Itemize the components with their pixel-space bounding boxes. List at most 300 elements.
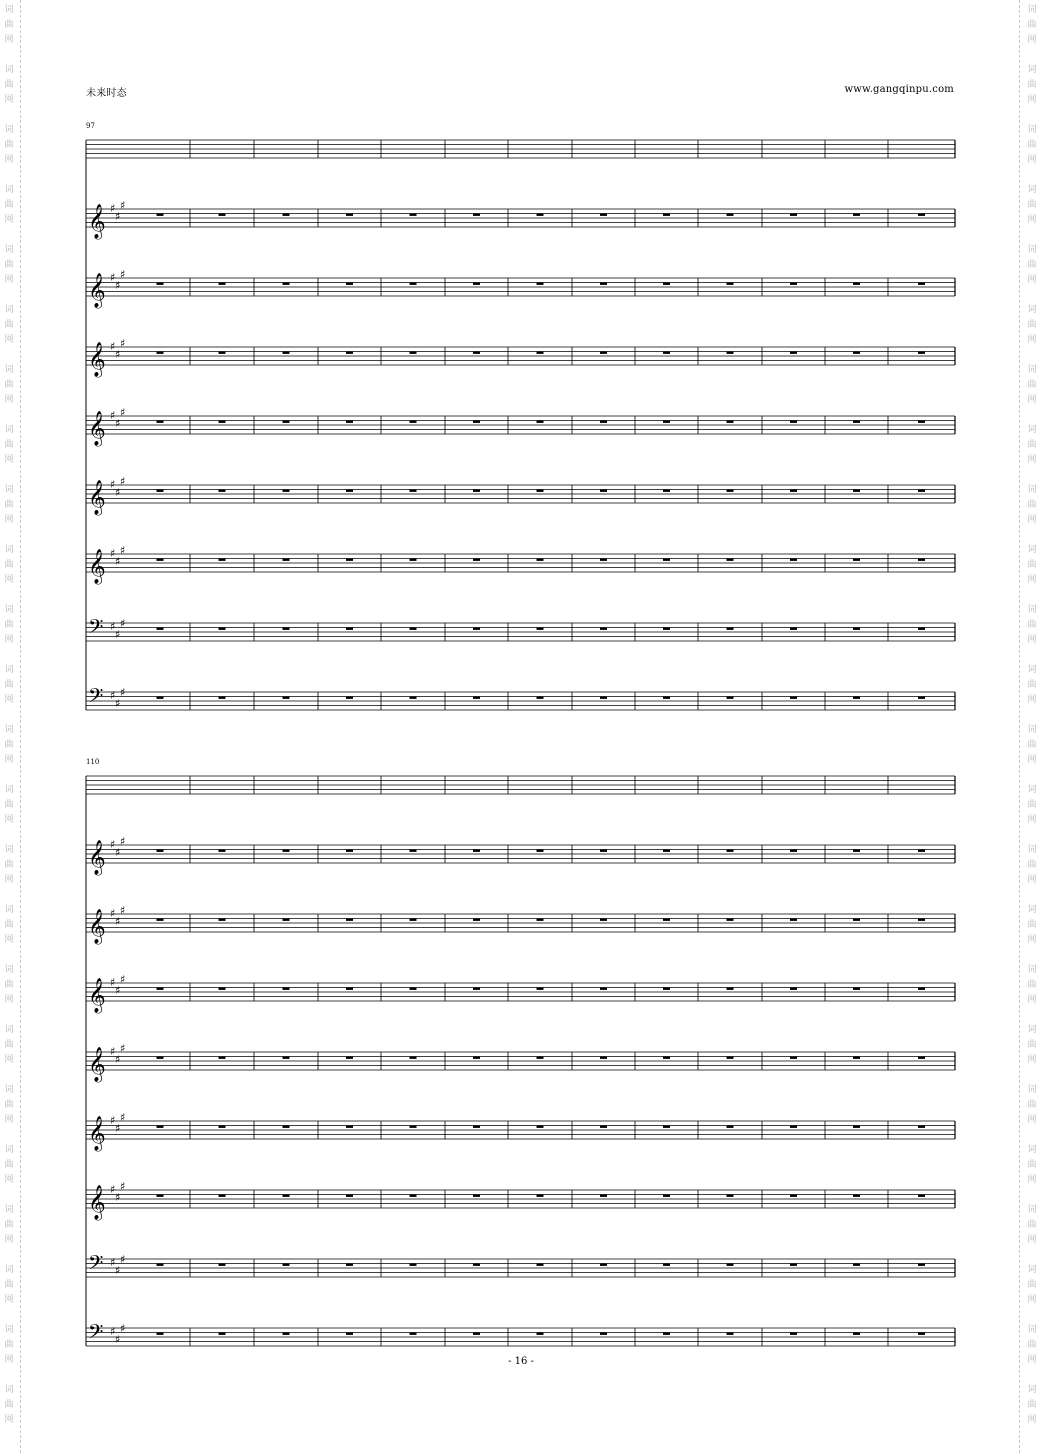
whole-rest: [853, 1126, 860, 1128]
sharp-sign: ♯: [120, 268, 126, 281]
whole-rest: [918, 850, 925, 852]
watermark-char: 网: [1027, 935, 1037, 945]
whole-rest: [410, 283, 417, 285]
whole-rest: [283, 490, 290, 492]
whole-rest: [473, 697, 480, 699]
watermark-char: 网: [4, 455, 14, 465]
whole-rest: [600, 919, 607, 921]
whole-rest: [537, 214, 544, 216]
whole-rest: [727, 421, 734, 423]
whole-rest: [157, 919, 164, 921]
sharp-sign: ♯: [115, 1264, 121, 1277]
watermark-char: 网: [1027, 275, 1037, 285]
watermark-char: 曲: [4, 800, 14, 810]
sharp-sign: ♯: [120, 199, 126, 212]
watermark-char: 曲: [1027, 140, 1037, 150]
whole-rest: [663, 352, 670, 354]
watermark-char: 词: [1027, 125, 1037, 135]
watermark-char: 网: [4, 635, 14, 645]
bass-clef: 𝄢: [88, 684, 104, 712]
whole-rest: [473, 919, 480, 921]
whole-rest: [727, 1264, 734, 1266]
sharp-sign: ♯: [120, 1042, 126, 1055]
whole-rest: [853, 1057, 860, 1059]
whole-rest: [410, 421, 417, 423]
watermark-char: 网: [1027, 695, 1037, 705]
watermark-char: 词: [4, 1145, 14, 1155]
sharp-sign: ♯: [120, 835, 126, 848]
whole-rest: [600, 988, 607, 990]
watermark-char: 网: [4, 95, 14, 105]
whole-rest: [473, 352, 480, 354]
watermark-char: 网: [4, 155, 14, 165]
whole-rest: [790, 559, 797, 561]
treble-clef: 𝄞: [88, 840, 106, 875]
watermark-char: 曲: [1027, 1160, 1037, 1170]
whole-rest: [790, 283, 797, 285]
whole-rest: [410, 1333, 417, 1335]
whole-rest: [663, 697, 670, 699]
watermark-char: 词: [1027, 905, 1037, 915]
treble-clef: 𝄞: [88, 549, 106, 584]
whole-rest: [473, 1333, 480, 1335]
whole-rest: [853, 1333, 860, 1335]
watermark-char: 词: [4, 605, 14, 615]
whole-rest: [410, 1195, 417, 1197]
watermark-char: 曲: [1027, 320, 1037, 330]
whole-rest: [727, 919, 734, 921]
sharp-sign: ♯: [115, 1122, 121, 1135]
whole-rest: [346, 1195, 353, 1197]
watermark-char: 网: [4, 35, 14, 45]
whole-rest: [663, 559, 670, 561]
whole-rest: [157, 421, 164, 423]
watermark-char: 网: [1027, 455, 1037, 465]
watermark-char: 词: [1027, 365, 1037, 375]
watermark-char: 网: [1027, 1415, 1037, 1425]
whole-rest: [537, 1126, 544, 1128]
whole-rest: [219, 421, 226, 423]
whole-rest: [918, 421, 925, 423]
whole-rest: [410, 850, 417, 852]
watermark-char: 网: [4, 1355, 14, 1365]
watermark-char: 曲: [4, 620, 14, 630]
whole-rest: [346, 850, 353, 852]
whole-rest: [219, 1195, 226, 1197]
whole-rest: [283, 559, 290, 561]
sharp-sign: ♯: [120, 1180, 126, 1193]
watermark-char: 曲: [4, 140, 14, 150]
watermark-char: 曲: [1027, 260, 1037, 270]
watermark-char: 曲: [4, 1220, 14, 1230]
whole-rest: [157, 1264, 164, 1266]
sharp-sign: ♯: [110, 1114, 116, 1127]
watermark-char: 网: [1027, 1295, 1037, 1305]
whole-rest: [473, 628, 480, 630]
watermark-char: 曲: [1027, 920, 1037, 930]
whole-rest: [727, 1333, 734, 1335]
watermark-char: 词: [1027, 185, 1037, 195]
sharp-sign: ♯: [115, 1191, 121, 1204]
whole-rest: [853, 559, 860, 561]
watermark-char: 曲: [1027, 440, 1037, 450]
whole-rest: [537, 628, 544, 630]
whole-rest: [790, 988, 797, 990]
whole-rest: [473, 490, 480, 492]
watermark-char: 词: [4, 905, 14, 915]
whole-rest: [410, 697, 417, 699]
watermark-char: 词: [4, 785, 14, 795]
whole-rest: [918, 559, 925, 561]
watermark-char: 词: [4, 305, 14, 315]
watermark-char: 曲: [1027, 980, 1037, 990]
whole-rest: [473, 559, 480, 561]
whole-rest: [853, 352, 860, 354]
whole-rest: [346, 697, 353, 699]
page-number: - 16 -: [508, 1356, 534, 1367]
watermark-char: 网: [1027, 1115, 1037, 1125]
watermark-char: 词: [1027, 545, 1037, 555]
whole-rest: [283, 352, 290, 354]
treble-clef: 𝄞: [88, 978, 106, 1013]
watermark-char: 网: [4, 1115, 14, 1125]
whole-rest: [600, 1195, 607, 1197]
treble-clef: 𝄞: [88, 1116, 106, 1151]
treble-clef: 𝄞: [88, 342, 106, 377]
whole-rest: [346, 919, 353, 921]
whole-rest: [600, 283, 607, 285]
sharp-sign: ♯: [110, 838, 116, 851]
watermark-char: 曲: [4, 260, 14, 270]
whole-rest: [157, 490, 164, 492]
whole-rest: [790, 1126, 797, 1128]
watermark-char: 网: [1027, 575, 1037, 585]
sharp-sign: ♯: [110, 547, 116, 560]
whole-rest: [157, 850, 164, 852]
whole-rest: [918, 1195, 925, 1197]
sharp-sign: ♯: [110, 1256, 116, 1269]
whole-rest: [410, 988, 417, 990]
whole-rest: [219, 919, 226, 921]
watermark-char: 曲: [4, 380, 14, 390]
watermark-char: 词: [1027, 1025, 1037, 1035]
whole-rest: [219, 1057, 226, 1059]
bass-clef: 𝄢: [88, 615, 104, 643]
whole-rest: [537, 697, 544, 699]
treble-clef: 𝄞: [88, 1047, 106, 1082]
whole-rest: [853, 421, 860, 423]
whole-rest: [918, 628, 925, 630]
watermark-char: 曲: [1027, 20, 1037, 30]
whole-rest: [410, 1264, 417, 1266]
whole-rest: [537, 1057, 544, 1059]
whole-rest: [727, 1057, 734, 1059]
watermark-char: 曲: [4, 860, 14, 870]
whole-rest: [600, 559, 607, 561]
watermark-char: 网: [1027, 215, 1037, 225]
whole-rest: [790, 352, 797, 354]
whole-rest: [663, 988, 670, 990]
whole-rest: [853, 628, 860, 630]
whole-rest: [663, 490, 670, 492]
watermark-char: 词: [4, 65, 14, 75]
whole-rest: [219, 490, 226, 492]
watermark-char: 词: [1027, 1325, 1037, 1335]
whole-rest: [918, 919, 925, 921]
whole-rest: [600, 352, 607, 354]
whole-rest: [918, 352, 925, 354]
watermark-char: 词: [4, 1385, 14, 1395]
watermark-char: 曲: [4, 320, 14, 330]
watermark-char: 曲: [1027, 80, 1037, 90]
watermark-char: 词: [4, 1265, 14, 1275]
watermark-char: 词: [4, 125, 14, 135]
whole-rest: [918, 988, 925, 990]
sharp-sign: ♯: [110, 907, 116, 920]
watermark-char: 曲: [4, 920, 14, 930]
whole-rest: [410, 1126, 417, 1128]
watermark-char: 曲: [1027, 200, 1037, 210]
watermark-char: 曲: [1027, 1280, 1037, 1290]
whole-rest: [157, 283, 164, 285]
watermark-char: 网: [1027, 395, 1037, 405]
whole-rest: [790, 490, 797, 492]
sharp-sign: ♯: [110, 1325, 116, 1338]
whole-rest: [663, 283, 670, 285]
watermark-char: 曲: [4, 980, 14, 990]
watermark-char: 网: [1027, 815, 1037, 825]
sharp-sign: ♯: [110, 202, 116, 215]
sharp-sign: ♯: [115, 915, 121, 928]
whole-rest: [473, 1057, 480, 1059]
watermark-char: 词: [4, 845, 14, 855]
whole-rest: [918, 214, 925, 216]
whole-rest: [790, 214, 797, 216]
sharp-sign: ♯: [120, 544, 126, 557]
watermark-char: 网: [4, 755, 14, 765]
whole-rest: [346, 1333, 353, 1335]
whole-rest: [790, 1333, 797, 1335]
watermark-char: 网: [1027, 1355, 1037, 1365]
watermark-char: 曲: [1027, 1340, 1037, 1350]
whole-rest: [663, 214, 670, 216]
site-url: www.gangqinpu.com: [844, 84, 954, 95]
watermark-char: 曲: [4, 680, 14, 690]
watermark-char: 网: [1027, 875, 1037, 885]
whole-rest: [219, 697, 226, 699]
whole-rest: [663, 1264, 670, 1266]
sharp-sign: ♯: [115, 486, 121, 499]
whole-rest: [537, 490, 544, 492]
whole-rest: [600, 628, 607, 630]
whole-rest: [346, 1057, 353, 1059]
whole-rest: [918, 1057, 925, 1059]
treble-clef: 𝄞: [88, 273, 106, 308]
whole-rest: [283, 988, 290, 990]
sharp-sign: ♯: [110, 976, 116, 989]
whole-rest: [410, 1057, 417, 1059]
sharp-sign: ♯: [120, 686, 126, 699]
whole-rest: [918, 283, 925, 285]
whole-rest: [410, 214, 417, 216]
watermark-char: 词: [4, 665, 14, 675]
whole-rest: [346, 283, 353, 285]
whole-rest: [346, 988, 353, 990]
whole-rest: [663, 1057, 670, 1059]
whole-rest: [727, 559, 734, 561]
watermark-char: 词: [4, 365, 14, 375]
whole-rest: [219, 1126, 226, 1128]
whole-rest: [346, 1264, 353, 1266]
watermark-char: 曲: [1027, 800, 1037, 810]
watermark-char: 网: [4, 875, 14, 885]
watermark-char: 曲: [4, 1280, 14, 1290]
whole-rest: [283, 1195, 290, 1197]
whole-rest: [283, 1264, 290, 1266]
watermark-char: 词: [1027, 665, 1037, 675]
watermark-char: 词: [1027, 605, 1037, 615]
whole-rest: [473, 1264, 480, 1266]
sharp-sign: ♯: [120, 406, 126, 419]
sharp-sign: ♯: [115, 348, 121, 361]
whole-rest: [537, 1264, 544, 1266]
watermark-char: 曲: [4, 20, 14, 30]
watermark-char: 网: [4, 215, 14, 225]
watermark-char: 曲: [4, 740, 14, 750]
whole-rest: [157, 559, 164, 561]
whole-rest: [157, 628, 164, 630]
sharp-sign: ♯: [110, 478, 116, 491]
whole-rest: [663, 1195, 670, 1197]
watermark-char: 网: [4, 995, 14, 1005]
sharp-sign: ♯: [120, 1253, 126, 1266]
whole-rest: [157, 1333, 164, 1335]
watermark-char: 曲: [4, 80, 14, 90]
watermark-char: 曲: [4, 1340, 14, 1350]
watermark-char: 词: [4, 485, 14, 495]
watermark-char: 词: [1027, 65, 1037, 75]
whole-rest: [537, 1195, 544, 1197]
whole-rest: [219, 283, 226, 285]
treble-clef: 𝄞: [88, 204, 106, 239]
watermark-char: 网: [1027, 35, 1037, 45]
treble-clef: 𝄞: [88, 411, 106, 446]
whole-rest: [600, 490, 607, 492]
sharp-sign: ♯: [120, 475, 126, 488]
sharp-sign: ♯: [110, 620, 116, 633]
sharp-sign: ♯: [115, 697, 121, 710]
whole-rest: [219, 988, 226, 990]
watermark-char: 词: [1027, 845, 1037, 855]
watermark-char: 网: [1027, 515, 1037, 525]
watermark-char: 曲: [1027, 500, 1037, 510]
watermark-char: 词: [1027, 785, 1037, 795]
whole-rest: [727, 850, 734, 852]
whole-rest: [600, 1333, 607, 1335]
watermark-char: 曲: [4, 440, 14, 450]
watermark-char: 曲: [1027, 380, 1037, 390]
watermark-char: 词: [4, 965, 14, 975]
whole-rest: [283, 1333, 290, 1335]
whole-rest: [537, 988, 544, 990]
whole-rest: [283, 1057, 290, 1059]
sharp-sign: ♯: [110, 1045, 116, 1058]
whole-rest: [473, 850, 480, 852]
whole-rest: [727, 1126, 734, 1128]
watermark-char: 网: [4, 1175, 14, 1185]
whole-rest: [537, 283, 544, 285]
whole-rest: [537, 559, 544, 561]
whole-rest: [283, 919, 290, 921]
watermark-char: 网: [1027, 335, 1037, 345]
watermark-char: 曲: [4, 1400, 14, 1410]
treble-clef: 𝄞: [88, 909, 106, 944]
whole-rest: [283, 697, 290, 699]
watermark-char: 词: [1027, 305, 1037, 315]
whole-rest: [410, 559, 417, 561]
watermark-char: 网: [4, 1415, 14, 1425]
whole-rest: [853, 490, 860, 492]
whole-rest: [600, 850, 607, 852]
whole-rest: [727, 214, 734, 216]
whole-rest: [663, 919, 670, 921]
whole-rest: [790, 1195, 797, 1197]
sharp-sign: ♯: [120, 1322, 126, 1335]
whole-rest: [410, 628, 417, 630]
watermark-char: 词: [1027, 1385, 1037, 1395]
whole-rest: [853, 850, 860, 852]
watermark-char: 网: [4, 575, 14, 585]
watermark-char: 曲: [1027, 680, 1037, 690]
watermark-char: 词: [4, 1325, 14, 1335]
whole-rest: [219, 352, 226, 354]
whole-rest: [473, 421, 480, 423]
watermark-char: 词: [1027, 425, 1037, 435]
whole-rest: [346, 421, 353, 423]
whole-rest: [853, 988, 860, 990]
whole-rest: [918, 697, 925, 699]
watermark-char: 词: [4, 1205, 14, 1215]
whole-rest: [537, 421, 544, 423]
watermark-char: 网: [1027, 1175, 1037, 1185]
watermark-char: 词: [1027, 245, 1037, 255]
whole-rest: [853, 919, 860, 921]
watermark-char: 网: [4, 335, 14, 345]
whole-rest: [790, 628, 797, 630]
watermark-char: 词: [1027, 1085, 1037, 1095]
watermark-char: 曲: [4, 500, 14, 510]
sharp-sign: ♯: [120, 973, 126, 986]
whole-rest: [790, 697, 797, 699]
whole-rest: [157, 214, 164, 216]
whole-rest: [790, 1057, 797, 1059]
whole-rest: [727, 628, 734, 630]
sharp-sign: ♯: [120, 1111, 126, 1124]
watermark-char: 曲: [1027, 1400, 1037, 1410]
watermark-char: 网: [1027, 995, 1037, 1005]
measure-number-system-1: 97: [86, 122, 95, 130]
sharp-sign: ♯: [120, 617, 126, 630]
sharp-sign: ♯: [115, 984, 121, 997]
whole-rest: [663, 1126, 670, 1128]
whole-rest: [283, 850, 290, 852]
watermark-char: 词: [4, 545, 14, 555]
sharp-sign: ♯: [120, 904, 126, 917]
whole-rest: [537, 1333, 544, 1335]
watermark-char: 词: [4, 185, 14, 195]
whole-rest: [283, 283, 290, 285]
whole-rest: [473, 214, 480, 216]
